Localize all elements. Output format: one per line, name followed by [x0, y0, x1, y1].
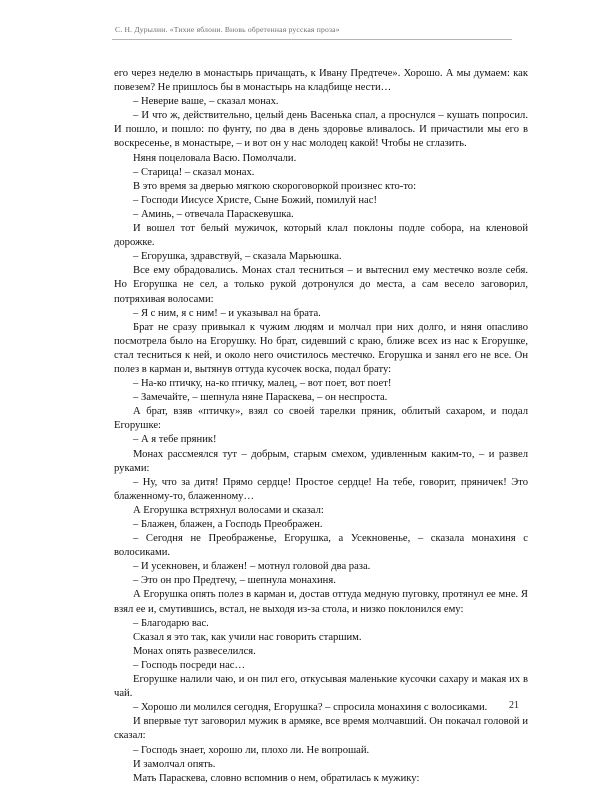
paragraph: – И усекновен, и блажен! – мотнул головой два раза. — [133, 561, 371, 573]
paragraph: И замолчал опять. — [133, 758, 216, 770]
paragraph: – Господи Иисусе Христе, Сыне Божий, помилуй нас! — [133, 194, 377, 206]
paragraph: В это время за дверью мягкою скороговоркой произнес кто-то: — [133, 180, 417, 192]
paragraph: Монах опять развеселился. — [133, 645, 256, 657]
paragraph: Сказал я это так, как учили нас говорить старшим. — [133, 631, 362, 643]
paragraph: – Хорошо ли молился сегодня, Егорушка? – спросила монахиня с волосиками. — [133, 702, 488, 714]
header-divider — [112, 39, 512, 40]
paragraph: Брат не сразу привыкал к чужим людям и молчал при них долго, и няня опасливо посмотрела было на Егорушку. Но брат, сидевший с краю, ближе всех из нас к Егорушке, стал тесниться к ней, и около него очистилось местечко. Егорушка и занял его не все. Он полез в карман и, вытянув оттуда кусочек воска, подал брату: — [114, 321, 528, 375]
paragraph: – Неверие ваше, – сказал монах. — [133, 96, 279, 108]
page-number: 21 — [509, 700, 519, 711]
paragraph: А брат, взяв «птичку», взял со своей тарелки пряник, облитый сахаром, и подал Егорушке: — [114, 406, 528, 432]
paragraph: – Сегодня не Преображенье, Егорушка, а Усекновенье, – сказала монахиня с волосиками. — [114, 533, 528, 559]
paragraph: Мать Параскева, словно вспомнив о нем, обратилась к мужику: — [133, 772, 420, 784]
paragraph: – Замечайте, – шепнула няне Параскева, – он неспроста. — [133, 392, 388, 404]
paragraph: А Егорушка встряхнул волосами и сказал: — [133, 504, 324, 516]
paragraph: Няня поцеловала Васю. Помолчали. — [133, 152, 297, 164]
paragraph: – Старица! – сказал монах. — [133, 166, 255, 178]
paragraph: – Ну, что за дитя! Прямо сердце! Простое сердце! На тебе, говорит, пряничек! Это блаженному-то, блаженному… — [114, 476, 528, 502]
paragraph: Егорушке налили чаю, и он пил его, откусывая маленькие кусочки сахару и макая их в чай. — [114, 674, 528, 700]
paragraph: – На-ко птичку, на-ко птичку, малец, – вот поет, вот поет! — [133, 378, 392, 390]
paragraph: – Господь посреди нас… — [133, 659, 246, 671]
paragraph: Монах рассмеялся тут – добрым, старым смехом, удивленным каким-то, – и развел руками: — [114, 448, 528, 474]
paragraph: – Егорушка, здравствуй, – сказала Марьюшка. — [133, 251, 342, 263]
running-header: С. Н. Дурылин. «Тихие яблони. Вновь обретенная русская проза» — [115, 25, 340, 34]
paragraph: – Аминь, – отвечала Параскевушка. — [133, 208, 294, 220]
paragraph: И впервые тут заговорил мужик в армяке, все время молчавший. Он покачал головой и сказал: — [114, 716, 528, 742]
paragraph: – Блажен, блажен, а Господь Преображен. — [133, 519, 323, 530]
paragraph: – Благодарю вас. — [133, 617, 209, 629]
body-text — [114, 67, 528, 786]
paragraph: – А я тебе пряник! — [133, 434, 217, 446]
paragraph: – Я с ним, я с ним! – и указывал на брата. — [133, 307, 321, 319]
paragraph: его через неделю в монастырь причащать, к Ивану Предтече». Хорошо. А мы думаем: как повезем? Не пришлось бы в монастырь на кладбище нести… — [114, 68, 528, 94]
paragraph: – И что ж, действительно, целый день Васенька спал, а проснулся – кушать попросил. И пошло, и пошло: по фунту, по два в день здоровье вливалось. И причастили мы его в воскресенье, в монастыре, – и вот он у нас молодец какой! Чтобы не сглазить. — [114, 110, 528, 150]
paragraph: – Это он про Предтечу, – шепнула монахиня. — [133, 575, 336, 587]
paragraph: Все ему обрадовались. Монах стал тесниться – и вытеснил ему местечко возле себя. Но Егорушка не сел, а только рукой дотронулся до места, а сам весело заговорил, потряхивая волосами: — [114, 265, 528, 305]
paragraph: – Господь знает, хорошо ли, плохо ли. Не вопрошай. — [133, 744, 370, 756]
paragraph: А Егорушка опять полез в карман и, достав оттуда медную пуговку, протянул ее мне. Я взял ее и, смутившись, встал, не выходя из-за стола, и низко поклонился ему: — [114, 589, 528, 615]
paragraph: И вошел тот белый мужичок, который клал поклоны подле собора, на кленовой дорожке. — [114, 223, 528, 249]
